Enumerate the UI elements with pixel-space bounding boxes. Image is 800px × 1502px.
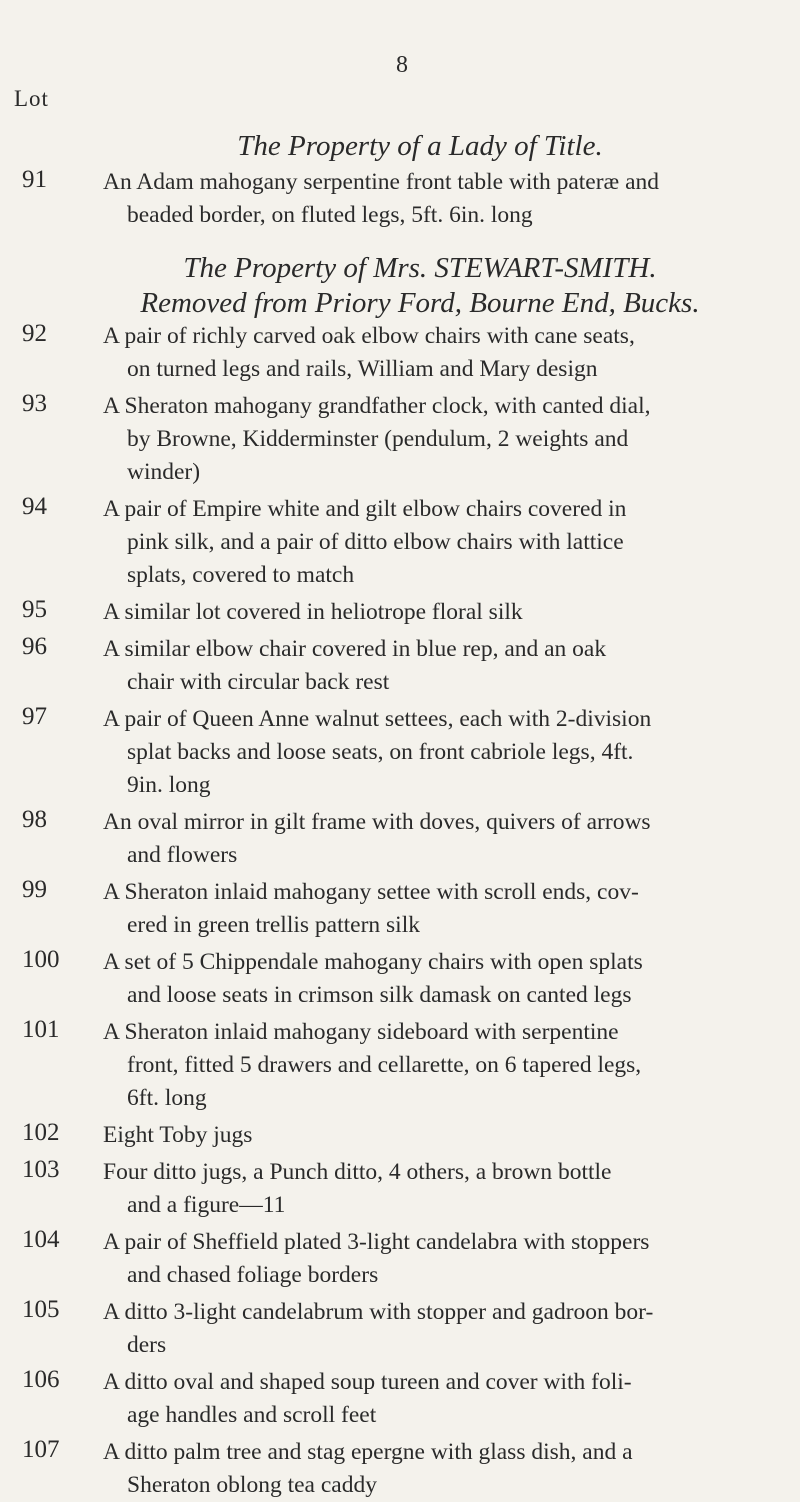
lot-description-line: 9in. long [127,772,211,798]
lot-number: 106 [22,1366,60,1393]
lot-number: 94 [22,493,47,520]
lot-description-line: on turned legs and rails, William and Mary design [127,356,598,382]
lot-description-line: An Adam mahogany serpentine front table with pateræ and [103,169,660,195]
lot-description [103,946,785,1012]
lot-description-line: A similar elbow chair covered in blue rep, and an oak [103,636,607,662]
lot-description-line: A Sheraton inlaid mahogany sideboard with serpentine [103,1019,619,1045]
lot-description-line: A pair of Queen Anne walnut settees, each with 2-division [103,706,652,732]
lot-description [103,1366,785,1432]
lot-description-line: age handles and scroll feet [127,1402,377,1428]
lot-description [103,1016,785,1115]
lot-description-line: A set of 5 Chippendale mahogany chairs with open splats [103,949,643,975]
lot-description-line: A pair of Empire white and gilt elbow chairs covered in [103,496,627,522]
lot-number: 98 [22,806,47,833]
lot-number: 99 [22,876,47,903]
lot-description [103,1226,785,1292]
lot-description-line: A similar lot covered in heliotrope floral silk [103,599,523,625]
lot-description-line: A pair of richly carved oak elbow chairs with cane seats, [103,323,635,349]
page-number: 8 [396,52,408,78]
lot-description-line: A Sheraton mahogany grandfather clock, with canted dial, [103,393,651,419]
lot-number: 95 [22,596,47,623]
lot-description-line: A pair of Sheffield plated 3-light candelabra with stoppers [103,1229,650,1255]
lot-description-line: Eight Toby jugs [103,1122,253,1148]
lot-description [103,1296,785,1362]
lot-number: 100 [22,946,60,973]
lot-number: 93 [22,390,47,417]
lot-description-line: splats, covered to match [127,562,355,588]
lot-description-line: splat backs and loose seats, on front cabriole legs, 4ft. [127,739,634,765]
lot-description-line: ders [127,1332,167,1358]
lot-description-line: A ditto 3-light candelabrum with stopper and gadroon bor- [103,1299,654,1325]
lot-number: 103 [22,1156,60,1183]
lot-description-line: An oval mirror in gilt frame with doves, quivers of arrows [103,809,651,835]
lot-number: 102 [22,1119,60,1146]
lot-description-line: Sheraton oblong tea caddy [127,1472,377,1498]
lot-description-line: beaded border, on fluted legs, 5ft. 6in. long [127,202,533,228]
lot-number: 101 [22,1016,60,1043]
lot-description [103,390,785,489]
lot-description-line: and loose seats in crimson silk damask on canted legs [127,982,632,1008]
lot-description-line: winder) [127,459,201,485]
lot-description [103,166,785,232]
lot-column-header: Lot [14,86,49,111]
lot-description-line: by Browne, Kidderminster (pendulum, 2 weights and [127,426,629,452]
lot-description [103,703,785,802]
lot-description [103,876,785,942]
lot-description-line: Four ditto jugs, a Punch ditto, 4 others, a brown bottle [103,1159,612,1185]
lot-number: 107 [22,1436,60,1463]
lot-description-line: chair with circular back rest [127,669,390,695]
section-title-stewart-smith: The Property of Mrs. STEWART-SMITH. [183,252,657,284]
lot-description-line: and flowers [127,842,238,868]
lot-number: 105 [22,1296,60,1323]
lot-description [103,633,785,699]
lot-number: 97 [22,703,47,730]
lot-description [103,493,785,592]
lot-description-line: and chased foliage borders [127,1262,379,1288]
section-title-lady: The Property of a Lady of Title. [237,130,603,162]
lot-description-line: ered in green trellis pattern silk [127,912,420,938]
lot-description [103,1156,785,1222]
lot-description [103,320,785,386]
lot-description-line: A ditto oval and shaped soup tureen and cover with foli- [103,1369,632,1395]
lot-number: 104 [22,1226,60,1253]
lot-number: 92 [22,320,47,347]
section-subtitle-priory-ford: Removed from Priory Ford, Bourne End, Bucks. [140,287,700,319]
lot-description [103,806,785,872]
lot-number: 96 [22,633,47,660]
lot-description-line: and a figure—11 [127,1192,286,1218]
lot-description [103,1436,785,1502]
lot-description [103,1119,785,1152]
lot-description-line: A ditto palm tree and stag epergne with glass dish, and a [103,1439,633,1465]
lot-description-line: 6ft. long [127,1085,207,1111]
lot-number: 91 [22,166,47,193]
lot-description [103,596,785,629]
lot-description-line: A Sheraton inlaid mahogany settee with scroll ends, cov- [103,879,639,905]
lot-description-line: front, fitted 5 drawers and cellarette, on 6 tapered legs, [127,1052,642,1078]
lot-description-line: pink silk, and a pair of ditto elbow chairs with lattice [127,529,624,555]
